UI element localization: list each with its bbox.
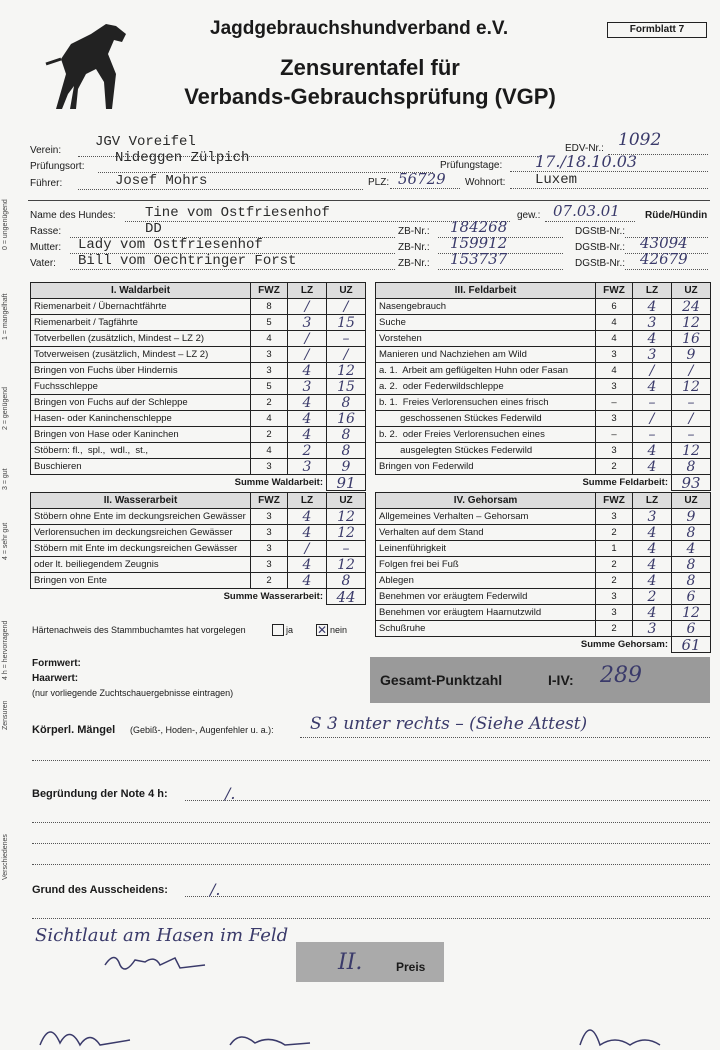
row-fwz: 3: [596, 443, 633, 459]
row-uz: 9: [672, 509, 711, 525]
tage-value: 17./18.10.03: [535, 152, 638, 171]
row-name: Fuchsschleppe: [31, 379, 251, 395]
row-fwz: 2: [251, 573, 288, 589]
row-fwz: 4: [251, 331, 288, 347]
row-fwz: 3: [251, 557, 288, 573]
gesamt-label: Gesamt-Punktzahl: [380, 672, 503, 688]
row-name: Schußruhe: [376, 621, 596, 637]
table-row: [31, 379, 366, 395]
table-row: [31, 299, 366, 315]
row-name: Benehmen vor eräugtem Haarnutzwild: [376, 605, 596, 621]
feldarbeit-table: [375, 282, 711, 491]
row-name: Benehmen vor eräugtem Federwild: [376, 589, 596, 605]
table-row: [376, 509, 711, 525]
row-fwz: 3: [596, 509, 633, 525]
col-uz: UZ: [672, 493, 711, 509]
remark-text: Sichtlaut am Hasen im Feld: [35, 925, 289, 946]
row-uz: 12: [672, 315, 711, 331]
table-row: [376, 411, 711, 427]
row-name: a. 1. Arbeit am geflügelten Huhn oder Fasan: [376, 363, 596, 379]
row-uz: /: [672, 411, 711, 427]
row-fwz: 3: [251, 541, 288, 557]
row-lz: 4: [633, 459, 672, 475]
row-lz: /: [288, 299, 327, 315]
dog-name-label: Name des Hundes:: [30, 210, 116, 221]
row-fwz: 4: [596, 331, 633, 347]
sum-label: Summe Gehorsam:: [580, 638, 668, 650]
col-uz: UZ: [327, 493, 366, 509]
legend-6: Zensuren: [2, 700, 9, 730]
row-uz: 8: [672, 557, 711, 573]
row-uz: 12: [327, 525, 366, 541]
row-lz: –: [633, 395, 672, 411]
sum-value: 93: [672, 475, 711, 491]
row-name: Nasengebrauch: [376, 299, 596, 315]
row-lz: 4: [633, 557, 672, 573]
ausscheiden-value: /.: [210, 880, 221, 899]
row-name: Manieren und Nachziehen am Wild: [376, 347, 596, 363]
ort-value: Nideggen Zülpich: [115, 150, 250, 166]
col-uz: UZ: [327, 283, 366, 299]
table-row: [376, 541, 711, 557]
row-fwz: 2: [596, 459, 633, 475]
gehorsam-table: [375, 492, 711, 653]
row-name: Ablegen: [376, 573, 596, 589]
edv-value: 1092: [618, 130, 662, 150]
begruendung-value: /.: [225, 784, 236, 803]
row-name: Leinenführigkeit: [376, 541, 596, 557]
row-lz: 3: [633, 509, 672, 525]
sum-value: 91: [327, 475, 366, 491]
row-fwz: 8: [251, 299, 288, 315]
row-uz: 8: [327, 573, 366, 589]
row-uz: 9: [672, 347, 711, 363]
row-fwz: 2: [251, 427, 288, 443]
wohnort-value: Luxem: [535, 172, 578, 188]
table-row: [31, 363, 366, 379]
row-uz: 12: [327, 363, 366, 379]
table-row: [376, 379, 711, 395]
row-name: Bringen von Fuchs über Hindernis: [31, 363, 251, 379]
ausscheiden-label: Grund des Ausscheidens:: [32, 884, 168, 896]
section-title: III. Feldarbeit: [376, 283, 596, 299]
row-name: Bringen von Hase oder Kaninchen: [31, 427, 251, 443]
row-fwz: –: [596, 427, 633, 443]
col-lz: LZ: [288, 493, 327, 509]
col-fwz: FWZ: [251, 283, 288, 299]
row-name: ausgelegten Stückes Federwild: [376, 443, 596, 459]
row-fwz: 5: [251, 379, 288, 395]
row-lz: /: [633, 363, 672, 379]
table-row: [31, 525, 366, 541]
row-fwz: 3: [596, 605, 633, 621]
verein-value: JGV Voreifel: [95, 134, 196, 150]
legend-4: 4 = sehr gut: [2, 522, 9, 560]
row-fwz: 1: [596, 541, 633, 557]
sum-label: Summe Wasserarbeit:: [223, 590, 323, 602]
table-row: [31, 557, 366, 573]
row-name: a. 2. oder Federwildschleppe: [376, 379, 596, 395]
row-uz: 24: [672, 299, 711, 315]
table-row: [376, 443, 711, 459]
row-lz: /: [633, 411, 672, 427]
dgstb-label: DGStB-Nr.:: [575, 226, 626, 237]
row-uz: 4: [672, 541, 711, 557]
row-lz: 3: [288, 315, 327, 331]
legend-1: 1 = mangelhaft: [2, 293, 9, 340]
legend-7: Verschiedenes: [2, 834, 9, 880]
table-row: [376, 347, 711, 363]
row-fwz: 3: [251, 459, 288, 475]
col-uz: UZ: [672, 283, 711, 299]
preis-value: II.: [338, 950, 363, 975]
row-fwz: 2: [596, 621, 633, 637]
table-row: [376, 459, 711, 475]
row-lz: 4: [288, 427, 327, 443]
row-name: b. 1. Freies Verlorensuchen eines frisch: [376, 395, 596, 411]
haerte-ja-label: ja: [286, 625, 294, 635]
row-name: Buschieren: [31, 459, 251, 475]
table-row: [376, 621, 711, 637]
rasse-label: Rasse:: [30, 226, 62, 237]
row-lz: 4: [288, 395, 327, 411]
row-fwz: 3: [596, 347, 633, 363]
row-fwz: 2: [251, 395, 288, 411]
row-uz: 15: [327, 379, 366, 395]
row-fwz: 2: [596, 573, 633, 589]
vater-zb-label: ZB-Nr.:: [398, 258, 430, 269]
row-uz: –: [672, 427, 711, 443]
row-lz: 4: [633, 525, 672, 541]
gew-label: gew.:: [517, 210, 541, 221]
row-uz: –: [672, 395, 711, 411]
table-row: [31, 541, 366, 557]
row-name: Stöbern mit Ente im deckungsreichen Gewässer: [31, 541, 251, 557]
row-uz: 9: [327, 459, 366, 475]
row-uz: 8: [672, 573, 711, 589]
row-fwz: 3: [251, 363, 288, 379]
table-row: [31, 443, 366, 459]
judge-initials-signature: [100, 950, 210, 975]
row-lz: 4: [288, 363, 327, 379]
row-lz: 4: [288, 509, 327, 525]
association-name: Jagdgebrauchshundverband e.V.: [210, 18, 509, 39]
table-row: [31, 509, 366, 525]
table-row: [31, 459, 366, 475]
row-lz: 4: [288, 411, 327, 427]
form-number: Formblatt 7: [607, 22, 707, 38]
sum-value: 44: [327, 589, 366, 605]
row-lz: 3: [633, 347, 672, 363]
col-lz: LZ: [633, 283, 672, 299]
dog-logo: [36, 14, 136, 114]
table-row: [376, 525, 711, 541]
wasserarbeit-table: [30, 492, 366, 605]
row-uz: 8: [327, 427, 366, 443]
table-row: [31, 411, 366, 427]
row-fwz: 3: [596, 411, 633, 427]
row-uz: 8: [327, 443, 366, 459]
table-row: [376, 427, 711, 443]
row-uz: 16: [327, 411, 366, 427]
col-lz: LZ: [288, 283, 327, 299]
table-row: [31, 395, 366, 411]
table-row: [376, 395, 711, 411]
wohnort-label: Wohnort:: [465, 177, 506, 188]
row-lz: 2: [288, 443, 327, 459]
mutter-zb-value: 159912: [450, 234, 508, 252]
zb-label: ZB-Nr.:: [398, 226, 430, 237]
table-row: [376, 299, 711, 315]
table-row: [376, 589, 711, 605]
row-uz: /: [672, 363, 711, 379]
plz-label: PLZ:: [368, 177, 390, 188]
table-row: [31, 315, 366, 331]
gesamt-box: [370, 657, 710, 703]
row-lz: 4: [633, 379, 672, 395]
gesamt-value: 289: [600, 663, 642, 688]
mutter-dgstb-label: DGStB-Nr.:: [575, 242, 626, 253]
sex-label: Rüde/Hündin: [645, 210, 708, 221]
fuehrer-label: Führer:: [30, 178, 63, 189]
sum-label: Summe Waldarbeit:: [234, 476, 323, 488]
row-fwz: 5: [251, 315, 288, 331]
row-fwz: 2: [596, 525, 633, 541]
row-fwz: 4: [596, 363, 633, 379]
plz-value: 56729: [398, 170, 446, 188]
row-uz: /: [327, 299, 366, 315]
legend-2: 2 = genügend: [2, 386, 9, 430]
col-lz: LZ: [633, 493, 672, 509]
fuehrer-value: Josef Mohrs: [115, 173, 208, 189]
row-lz: 4: [633, 331, 672, 347]
row-fwz: 6: [596, 299, 633, 315]
row-uz: 15: [327, 315, 366, 331]
haerte-label: Härtenachweis des Stammbuchamtes hat vorgelegen: [32, 625, 246, 635]
row-fwz: 3: [251, 525, 288, 541]
row-uz: 8: [672, 525, 711, 541]
row-lz: /: [288, 347, 327, 363]
vater-dgstb-label: DGStB-Nr.:: [575, 258, 626, 269]
row-lz: 4: [288, 525, 327, 541]
row-fwz: 3: [596, 589, 633, 605]
haerte-nein-label: nein: [330, 625, 348, 635]
title-line-2: Verbands-Gebrauchsprüfung (VGP): [184, 84, 556, 109]
row-fwz: 4: [251, 443, 288, 459]
sum-value: 61: [672, 637, 711, 653]
vater-label: Vater:: [30, 258, 56, 269]
section-title: II. Wasserarbeit: [31, 493, 251, 509]
row-name: Folgen frei bei Fuß: [376, 557, 596, 573]
row-name: oder lt. beiliegendem Zeugnis: [31, 557, 251, 573]
table-row: [31, 573, 366, 589]
row-uz: 8: [672, 459, 711, 475]
col-fwz: FWZ: [596, 493, 633, 509]
table-row: [31, 427, 366, 443]
haerte-ja-checkbox[interactable]: [272, 624, 284, 636]
vater-dgstb-value: 42679: [640, 250, 688, 268]
row-lz: 4: [633, 573, 672, 589]
maengel-sub: (Gebiß-, Hoden-, Augenfehler u. a.):: [130, 725, 274, 735]
table-row: [376, 315, 711, 331]
row-fwz: 4: [251, 411, 288, 427]
row-lz: 3: [288, 379, 327, 395]
formwert-note: (nur vorliegende Zuchtschauergebnisse eintragen): [32, 688, 234, 698]
row-name: Bringen von Ente: [31, 573, 251, 589]
rasse-value: DD: [145, 221, 162, 237]
table-row: [376, 605, 711, 621]
table-row: [376, 573, 711, 589]
mutter-value: Lady vom Ostfriesenhof: [78, 237, 263, 253]
table-row: [376, 557, 711, 573]
row-name: Riemenarbeit / Tagfährte: [31, 315, 251, 331]
ort-label: Prüfungsort:: [30, 161, 85, 172]
row-name: Riemenarbeit / Übernachtfährte: [31, 299, 251, 315]
maengel-label: Körperl. Mängel: [32, 724, 116, 736]
table-row: [31, 331, 366, 347]
row-uz: 12: [672, 605, 711, 621]
judge-signatures: [20, 1015, 710, 1050]
row-uz: /: [327, 347, 366, 363]
row-name: Verlorensuchen im deckungsreichen Gewässer: [31, 525, 251, 541]
mutter-label: Mutter:: [30, 242, 62, 253]
row-name: b. 2. oder Freies Verlorensuchen eines: [376, 427, 596, 443]
row-fwz: 3: [251, 509, 288, 525]
row-lz: 3: [633, 621, 672, 637]
sum-label: Summe Feldarbeit:: [582, 476, 668, 488]
preis-label: Preis: [396, 960, 426, 974]
edv-label: EDV-Nr.:: [565, 143, 604, 154]
title-line-1: Zensurentafel für: [280, 55, 460, 80]
row-uz: 6: [672, 621, 711, 637]
col-fwz: FWZ: [251, 493, 288, 509]
row-name: Vorstehen: [376, 331, 596, 347]
row-lz: –: [633, 427, 672, 443]
row-uz: 12: [327, 557, 366, 573]
row-lz: 4: [633, 541, 672, 557]
row-uz: 12: [672, 443, 711, 459]
vater-zb-value: 153737: [450, 250, 508, 268]
divider: [28, 200, 710, 201]
mutter-zb-label: ZB-Nr.:: [398, 242, 430, 253]
preis-box: [296, 942, 444, 982]
row-name: Totverbellen (zusätzlich, Mindest – LZ 2): [31, 331, 251, 347]
zb-value: 184268: [450, 218, 508, 236]
row-name: Bringen von Fuchs auf der Schleppe: [31, 395, 251, 411]
legend-5: 4 h = hervorragend: [2, 620, 9, 680]
row-lz: 3: [288, 459, 327, 475]
row-fwz: 2: [596, 557, 633, 573]
row-uz: 8: [327, 395, 366, 411]
row-uz: 6: [672, 589, 711, 605]
row-name: Bringen von Federwild: [376, 459, 596, 475]
maengel-value: S 3 unter rechts – (Siehe Attest): [310, 714, 588, 734]
table-row: [376, 331, 711, 347]
section-title: IV. Gehorsam: [376, 493, 596, 509]
row-lz: /: [288, 331, 327, 347]
col-fwz: FWZ: [596, 283, 633, 299]
row-name: Totverweisen (zusätzlich, Mindest – LZ 2): [31, 347, 251, 363]
row-fwz: 4: [596, 315, 633, 331]
row-fwz: –: [596, 395, 633, 411]
row-lz: 4: [288, 573, 327, 589]
row-uz: –: [327, 541, 366, 557]
row-name: Hasen- oder Kaninchenschleppe: [31, 411, 251, 427]
legend-0: 0 = ungenügend: [2, 199, 9, 250]
row-lz: 4: [633, 443, 672, 459]
row-uz: 16: [672, 331, 711, 347]
row-name: Stöbern ohne Ente im deckungsreichen Gewässer: [31, 509, 251, 525]
dog-name-value: Tine vom Ostfriesenhof: [145, 205, 330, 221]
haerte-nein-checkbox[interactable]: ✕: [317, 623, 328, 637]
verein-label: Verein:: [30, 145, 62, 156]
row-lz: 2: [633, 589, 672, 605]
gesamt-range: I-IV:: [548, 672, 574, 688]
row-fwz: 3: [596, 379, 633, 395]
row-uz: –: [327, 331, 366, 347]
row-name: Stöbern: fl., spl., wdl., st.,: [31, 443, 251, 459]
begruendung-label: Begründung der Note 4 h:: [32, 788, 168, 800]
row-lz: 3: [633, 315, 672, 331]
section-title: I. Waldarbeit: [31, 283, 251, 299]
row-name: Verhalten auf dem Stand: [376, 525, 596, 541]
gew-value: 07.03.01: [553, 202, 620, 220]
row-uz: 12: [672, 379, 711, 395]
row-lz: 4: [633, 299, 672, 315]
row-uz: 12: [327, 509, 366, 525]
mutter-dgstb-value: 43094: [640, 234, 688, 252]
table-row: [31, 347, 366, 363]
formwert-label: Formwert:: [32, 658, 81, 669]
row-lz: 4: [633, 605, 672, 621]
table-row: [376, 363, 711, 379]
row-name: Suche: [376, 315, 596, 331]
row-lz: /: [288, 541, 327, 557]
row-name: geschossenen Stückes Federwild: [376, 411, 596, 427]
row-lz: 4: [288, 557, 327, 573]
legend-3: 3 = gut: [2, 468, 9, 490]
row-name: Allgemeines Verhalten – Gehorsam: [376, 509, 596, 525]
row-fwz: 3: [251, 347, 288, 363]
vater-value: Bill vom Oechtringer Forst: [78, 253, 297, 269]
waldarbeit-table: [30, 282, 366, 491]
tage-label: Prüfungstage:: [440, 160, 503, 171]
haarwert-label: Haarwert:: [32, 673, 79, 684]
